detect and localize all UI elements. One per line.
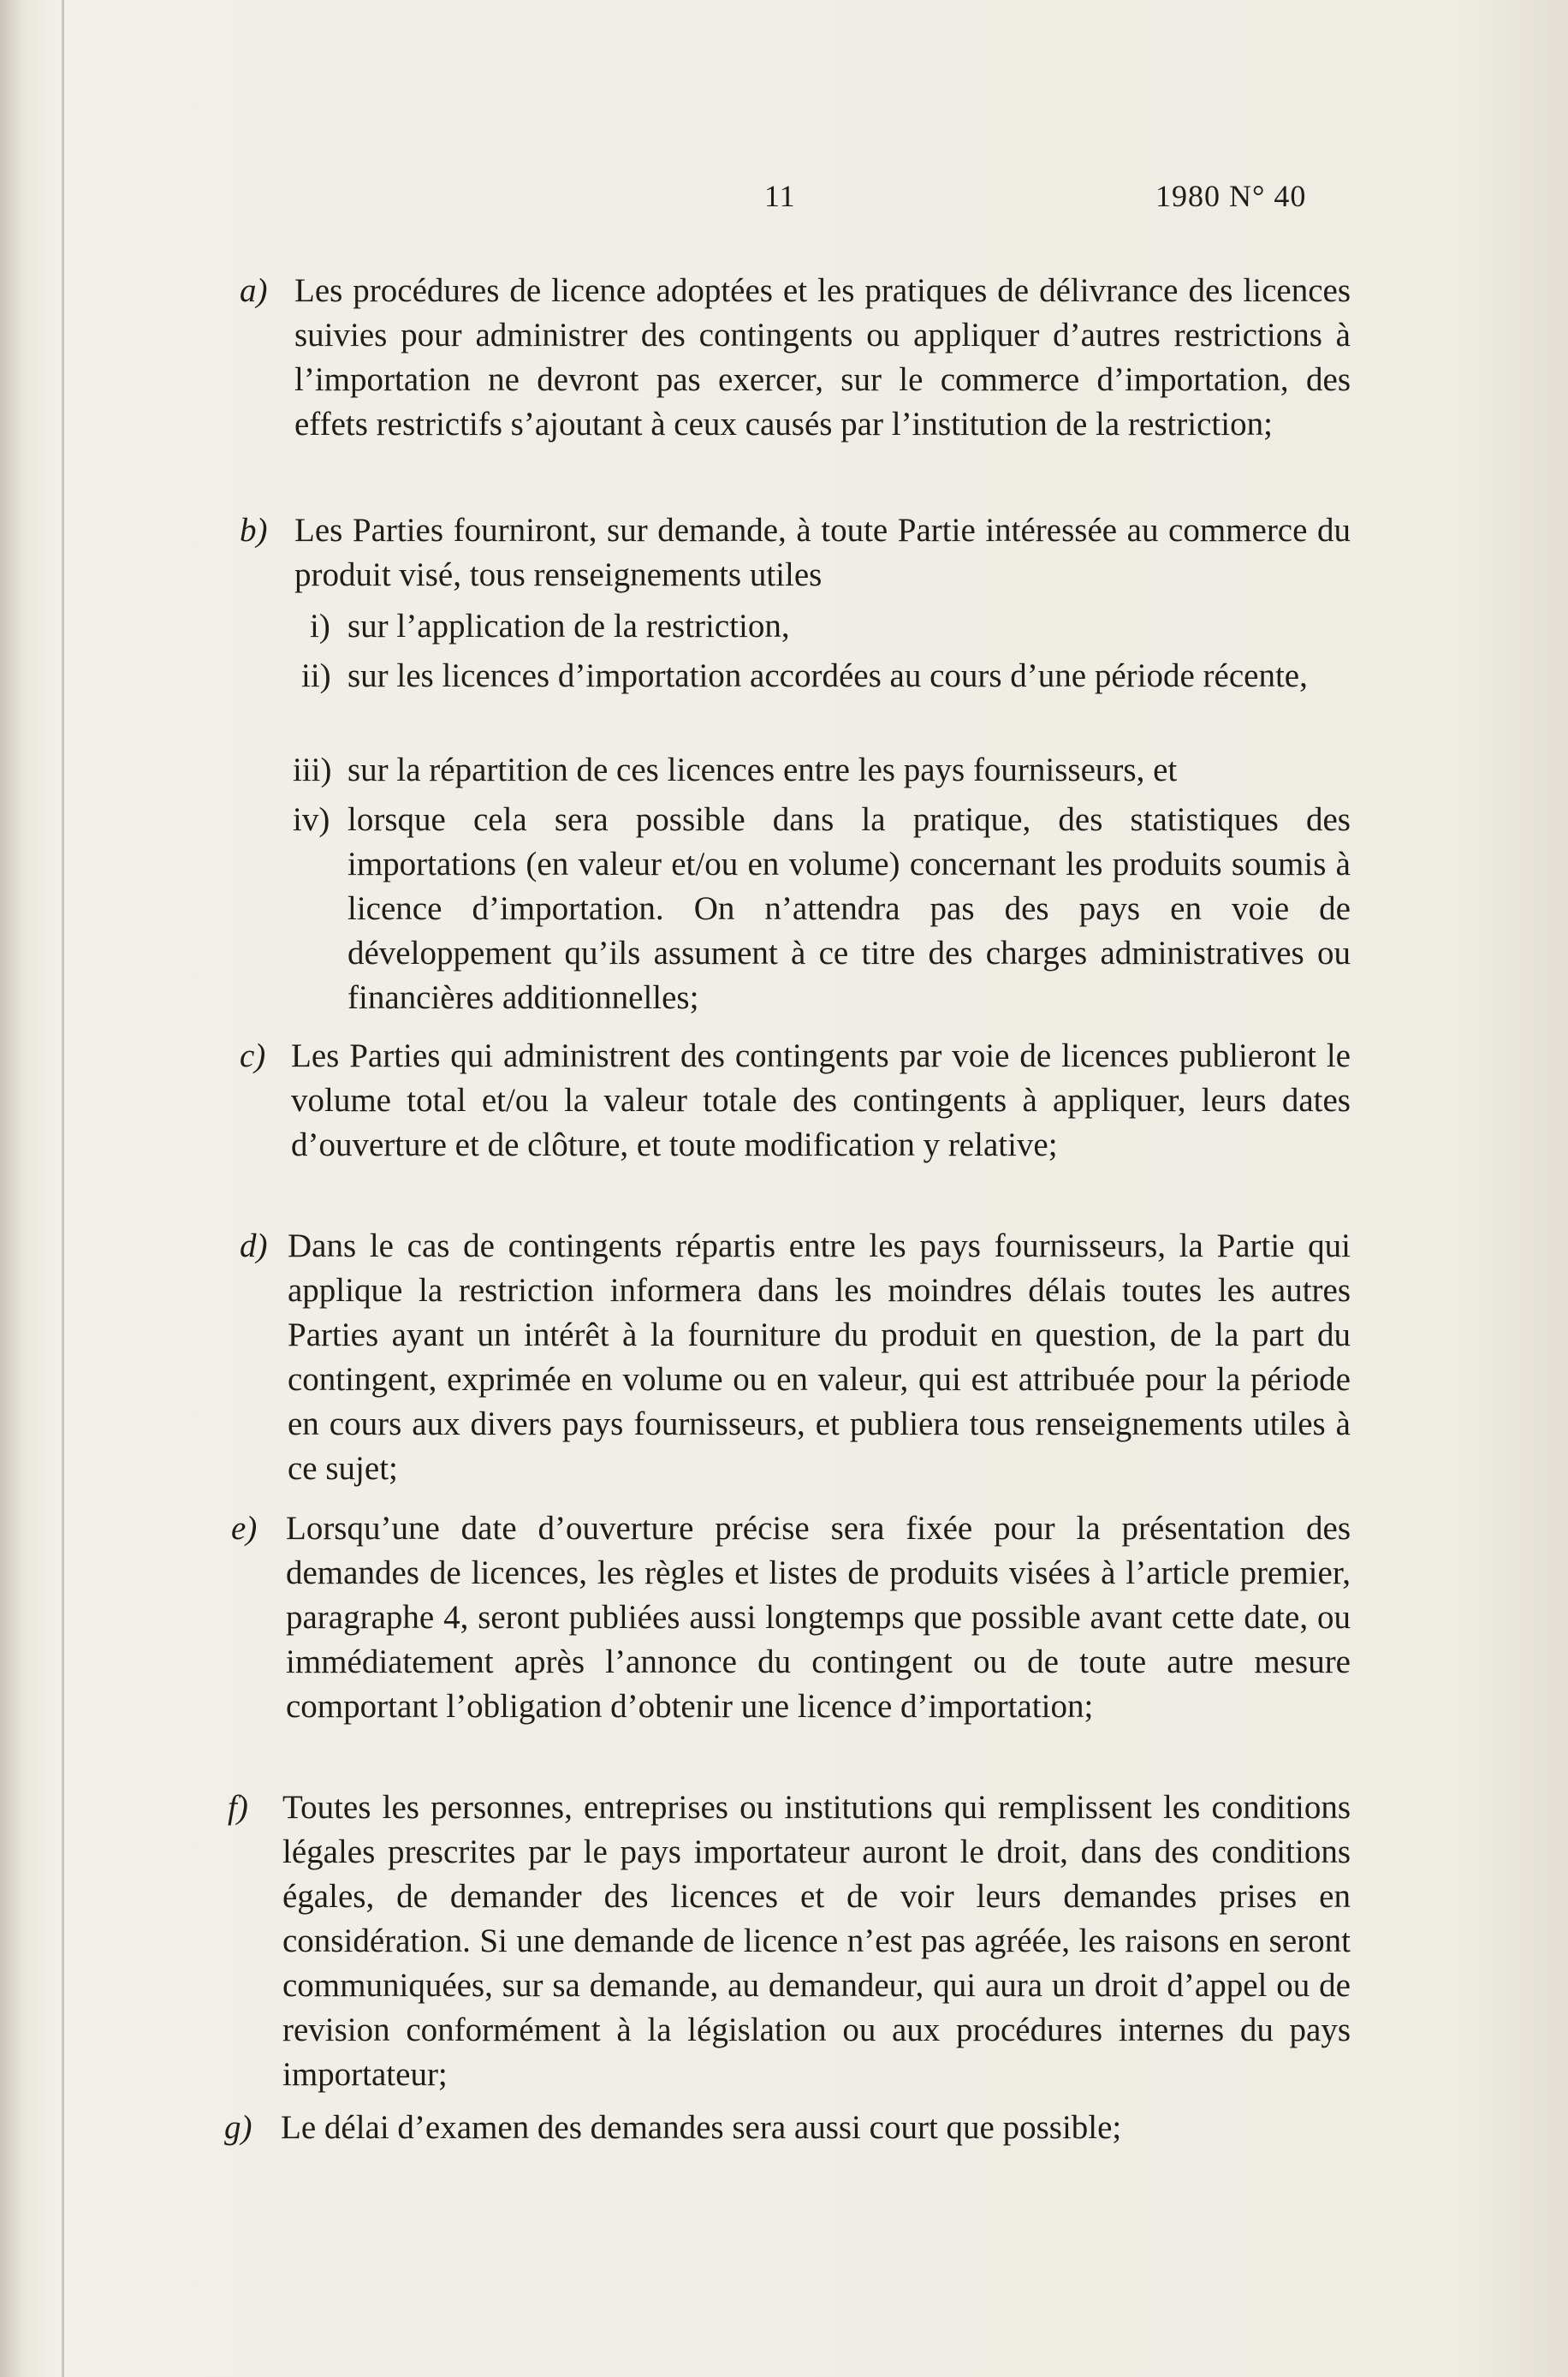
subitem-text-ii: sur les licences d’importation accordées au cours d’une période récente, [347, 657, 1308, 694]
subitem-label-iv: iv) [293, 801, 330, 838]
subitem-label-ii: ii) [301, 657, 331, 694]
item-label-c: c) [240, 1037, 266, 1074]
subitem-text-iii: sur la répartition de ces licences entre les pays fournisseurs, et [347, 752, 1178, 788]
document-number: 1980 N° 40 [1155, 179, 1307, 213]
item-label-f: f) [228, 1789, 248, 1826]
item-label-d: d) [240, 1227, 268, 1264]
item-label-a: a) [240, 272, 268, 309]
page-number: 11 [764, 179, 796, 213]
page-binding-edge [62, 0, 64, 2377]
item-label-b: b) [240, 512, 268, 549]
item-label-g: g) [224, 2109, 252, 2146]
item-text-e: Lorsqu’une date d’ouverture précise sera fixée pour la présentation des demandes de licences, les règles et listes de produits visées à l’article premier, paragraphe 4, seront publiées aussi longtemps que possible avant cette date, ou immédiatement après l’annonce du contingent ou de toute autre mesure comportant l’obligation d’obtenir une licence d’importation; [286, 1510, 1351, 1725]
item-text-f: Toutes les personnes, entreprises ou institutions qui remplissent les conditions légales prescrites par le pays importateur auront le droit, dans des conditions égales, de demander des licences et de voir leurs demandes prises en considération. Si une demande de licence n’est pas agréée, les raisons en seront communiquées, sur sa demande, au demandeur, qui aura un droit d’appel ou de revision conformément à la législation ou aux procédures internes du pays importateur; [282, 1789, 1351, 2093]
item-label-e: e) [231, 1510, 258, 1547]
subitem-text-iv: lorsque cela sera possible dans la pratique, des statistiques des importations (en valeur et/ou en volume) concernant les produits soumis à licence d’importation. On n’attendra pas des pays en voie de développement qu’ils assument à ce titre des charges administratives ou financières additionnelles; [347, 801, 1351, 1016]
item-text-d: Dans le cas de contingents répartis entre les pays fournisseurs, la Partie qui applique la restriction informera dans les moindres délais toutes les autres Parties ayant un intérêt à la fourniture du produit en question, de la part du contingent, exprimée en volume ou en valeur, qui est attribuée pour la période en cours aux divers pays fournisseurs, et publiera tous renseignements utiles à ce sujet; [288, 1227, 1351, 1487]
subitem-label-i: i) [310, 608, 330, 645]
item-text-a: Les procédures de licence adoptées et les pratiques de délivrance des licences suivies pour administrer des contingents ou appliquer d’autres restrictions à l’importation ne devront pas exercer, sur le commerce d’importation, des effets restrictifs s’ajoutant à ceux causés par l’institution de la restriction; [294, 272, 1351, 443]
item-text-b: Les Parties fourniront, sur demande, à toute Partie intéressée au commerce du produit visé, tous renseignements utiles [294, 512, 1351, 593]
subitem-label-iii: iii) [293, 752, 332, 788]
item-text-c: Les Parties qui administrent des contingents par voie de licences publieront le volume total et/ou la valeur totale des contingents à appliquer, leurs dates d’ouverture et de clôture, et toute modification y relative; [291, 1037, 1351, 1163]
item-text-g: Le délai d’examen des demandes sera aussi court que possible; [281, 2109, 1122, 2146]
subitem-text-i: sur l’application de la restriction, [347, 608, 790, 645]
